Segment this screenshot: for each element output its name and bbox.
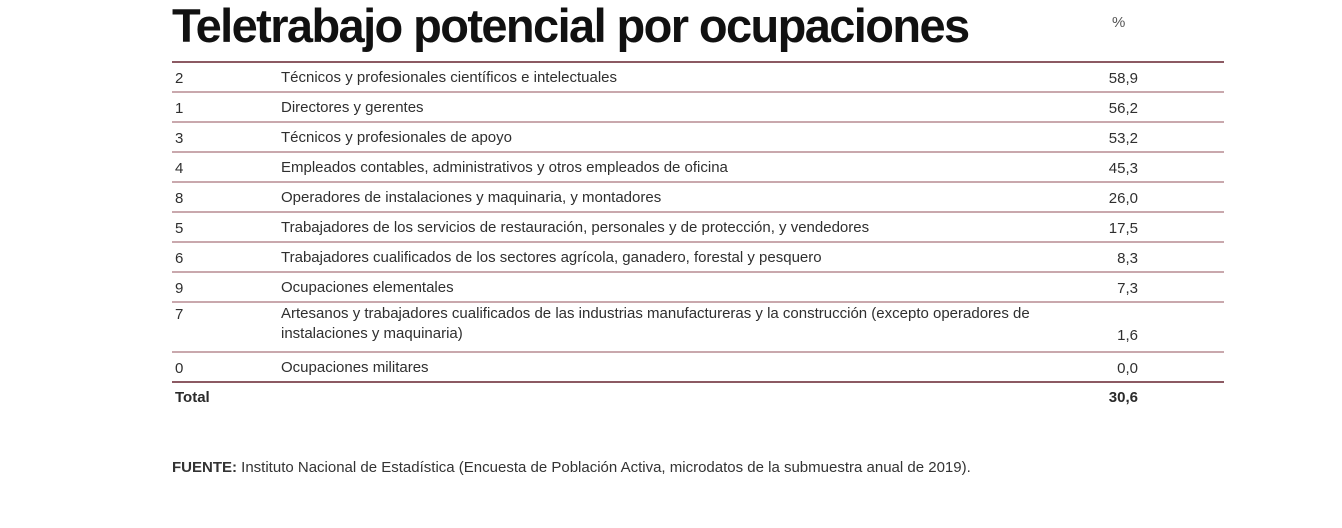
row-code: 5 [175,220,184,237]
table-row [172,93,1224,123]
source-text: Instituto Nacional de Estadística (Encuesta de Población Activa, microdatos de la submuestra anual de 2019). [241,459,971,476]
total-row [172,383,1224,411]
row-value: 0,0 [1117,360,1138,377]
row-label: Operadores de instalaciones y maquinaria, y montadores [281,189,662,206]
table-row [172,273,1224,303]
row-label: Empleados contables, administrativos y otros empleados de oficina [281,159,728,176]
table-row [172,303,1224,353]
row-code: 3 [175,130,184,147]
occupations-table [172,61,1224,411]
row-code: 4 [175,160,184,177]
row-label: Ocupaciones elementales [281,279,454,296]
row-code: 9 [175,280,184,297]
table-row [172,123,1224,153]
table-row [172,183,1224,213]
page-title: Teletrabajo potencial por ocupaciones [172,0,969,52]
row-value: 7,3 [1117,280,1138,297]
table-row [172,243,1224,273]
row-value: 45,3 [1108,160,1138,177]
row-code: 8 [175,190,184,207]
source-note [172,459,971,476]
row-label: Directores y gerentes [281,99,424,116]
row-label: Técnicos y profesionales de apoyo [281,129,512,146]
row-value: 26,0 [1108,190,1138,207]
row-value: 56,2 [1108,100,1138,117]
table-row [172,213,1224,243]
row-code: 2 [175,70,184,87]
row-code: 6 [175,250,184,267]
row-value: 1,6 [1117,327,1138,344]
row-code: 1 [175,100,184,117]
row-code: 0 [175,360,184,377]
row-label: Trabajadores cualificados de los sectores agrícola, ganadero, forestal y pesquero [281,249,822,266]
row-label: Técnicos y profesionales científicos e intelectuales [281,69,618,86]
source-label: FUENTE: [172,459,237,476]
row-label: Ocupaciones militares [281,359,429,376]
row-label: Artesanos y trabajadores cualificados de las industrias manufactureras y la construcción (excepto operadores de instalaciones y maquinaria) [281,305,1030,342]
row-label: Trabajadores de los servicios de restauración, personales y de protección, y vendedores [281,219,870,236]
total-value: 30,6 [1108,389,1138,406]
total-label: Total [175,389,210,406]
row-value: 8,3 [1117,250,1138,267]
table-row [172,63,1224,93]
row-code: 7 [175,306,184,323]
table-row [172,153,1224,183]
unit-label: % [1112,14,1126,31]
row-value: 17,5 [1108,220,1138,237]
row-value: 58,9 [1108,70,1138,87]
table-row [172,353,1224,383]
row-value: 53,2 [1108,130,1138,147]
